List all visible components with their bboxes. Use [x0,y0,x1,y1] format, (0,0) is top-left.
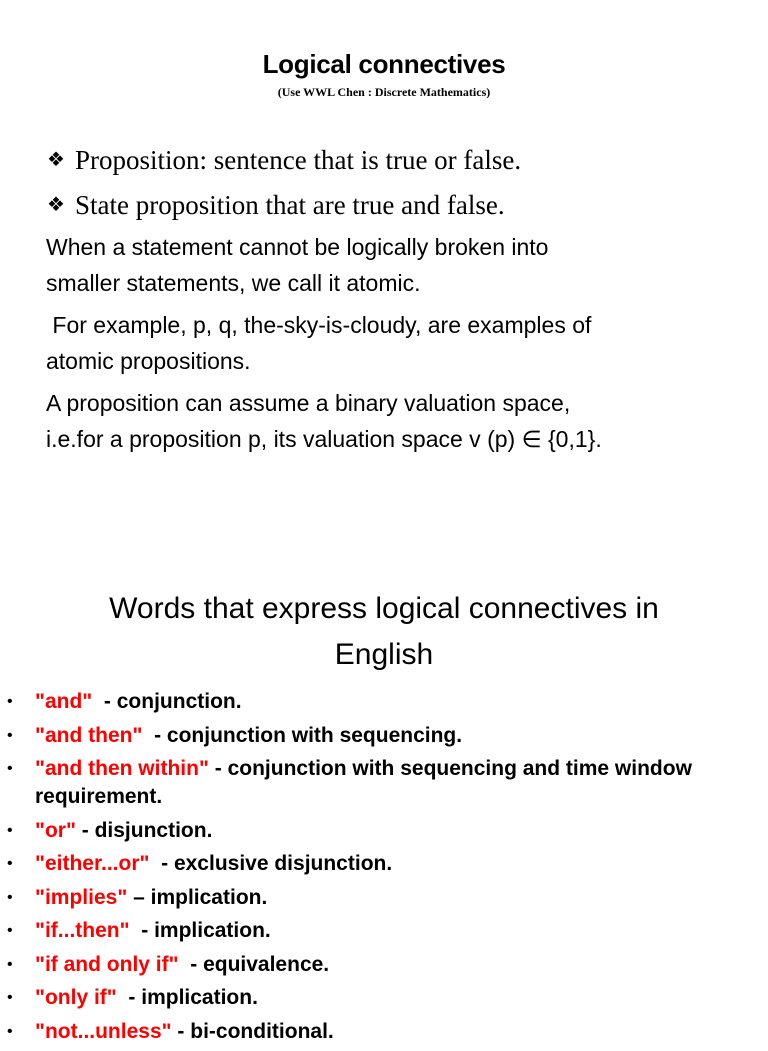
connective-keyword: "or" [35,818,76,842]
list-item [0,755,768,811]
bullet-dot-icon: • [7,855,13,872]
slide-words-connectives [0,570,768,1043]
list-item [0,722,768,750]
list-item [0,984,768,1012]
bullet-dot-icon: • [7,726,13,744]
bullet-dot-icon: • [7,922,13,939]
connective-keyword: "and then within" [35,757,209,780]
bullet-state-proposition [47,188,505,221]
connective-description: – implication. [127,885,268,909]
list-item [0,688,768,716]
paragraph-example [46,307,746,379]
list-item [0,850,768,878]
connective-description: - bi-conditional. [171,1019,334,1043]
connective-description: - implication. [116,986,258,1009]
connective-keyword: "if...then" [35,919,130,942]
paragraph-line: For example, p, q, the-sky-is-cloudy, are examples of [46,312,592,338]
paragraph-line: smaller statements, we call it atomic. [46,270,421,296]
list-item [0,917,768,945]
connective-keyword: "not...unless" [35,1019,172,1043]
paragraph-valuation [46,385,746,457]
connective-keyword: "and" [35,690,93,713]
connective-keyword: "only if" [35,986,117,1009]
bullet-text: State proposition that are true and false. [75,190,505,220]
paragraph-line: A proposition can assume a binary valuation space, [46,390,571,416]
bullet-text: Proposition: sentence that is true or false. [75,145,522,175]
connective-description: - equivalence. [178,952,330,976]
connective-description: - conjunction. [92,690,242,713]
connective-keyword: "implies" [35,885,128,909]
connective-description: - conjunction with sequencing. [142,723,463,747]
connective-description: - implication. [129,919,271,942]
list-item [0,884,768,912]
slide-title: Logical connectives [262,49,506,79]
list-item [0,951,768,979]
connective-keyword: "either...or" [35,852,150,875]
bullet-proposition [47,143,521,176]
diamond-bullet-icon: ❖ [47,192,65,216]
connective-description: - conjunction with sequencing and time window requirement. [35,757,698,808]
list-item [0,1018,768,1046]
title-line: English [334,638,434,671]
bullet-dot-icon: • [7,989,13,1006]
slide-subtitle: (Use WWL Chen : Discrete Mathematics) [277,85,491,99]
title-line: Words that express logical connectives in [109,592,659,625]
paragraph-line: atomic propositions. [46,348,251,374]
connective-description: - disjunction. [75,818,213,842]
bullet-dot-icon: • [7,693,13,710]
connective-description: - exclusive disjunction. [149,852,393,875]
bullet-dot-icon: • [7,821,13,839]
connective-keyword: "and then" [35,723,143,747]
connective-list [0,688,768,1051]
bullet-dot-icon: • [7,760,13,777]
bullet-dot-icon: • [7,955,13,973]
paragraph-atomic [46,229,746,301]
diamond-bullet-icon: ❖ [47,147,65,171]
bullet-dot-icon: • [7,888,13,906]
paragraph-line: i.e.for a proposition p, its valuation space v (p) ∈ {0,1}. [46,426,602,452]
paragraph-line: When a statement cannot be logically broken into [46,234,549,260]
list-item [0,817,768,845]
bullet-dot-icon: • [7,1022,13,1040]
connective-keyword: "if and only if" [35,952,179,976]
slide-title [0,586,768,678]
